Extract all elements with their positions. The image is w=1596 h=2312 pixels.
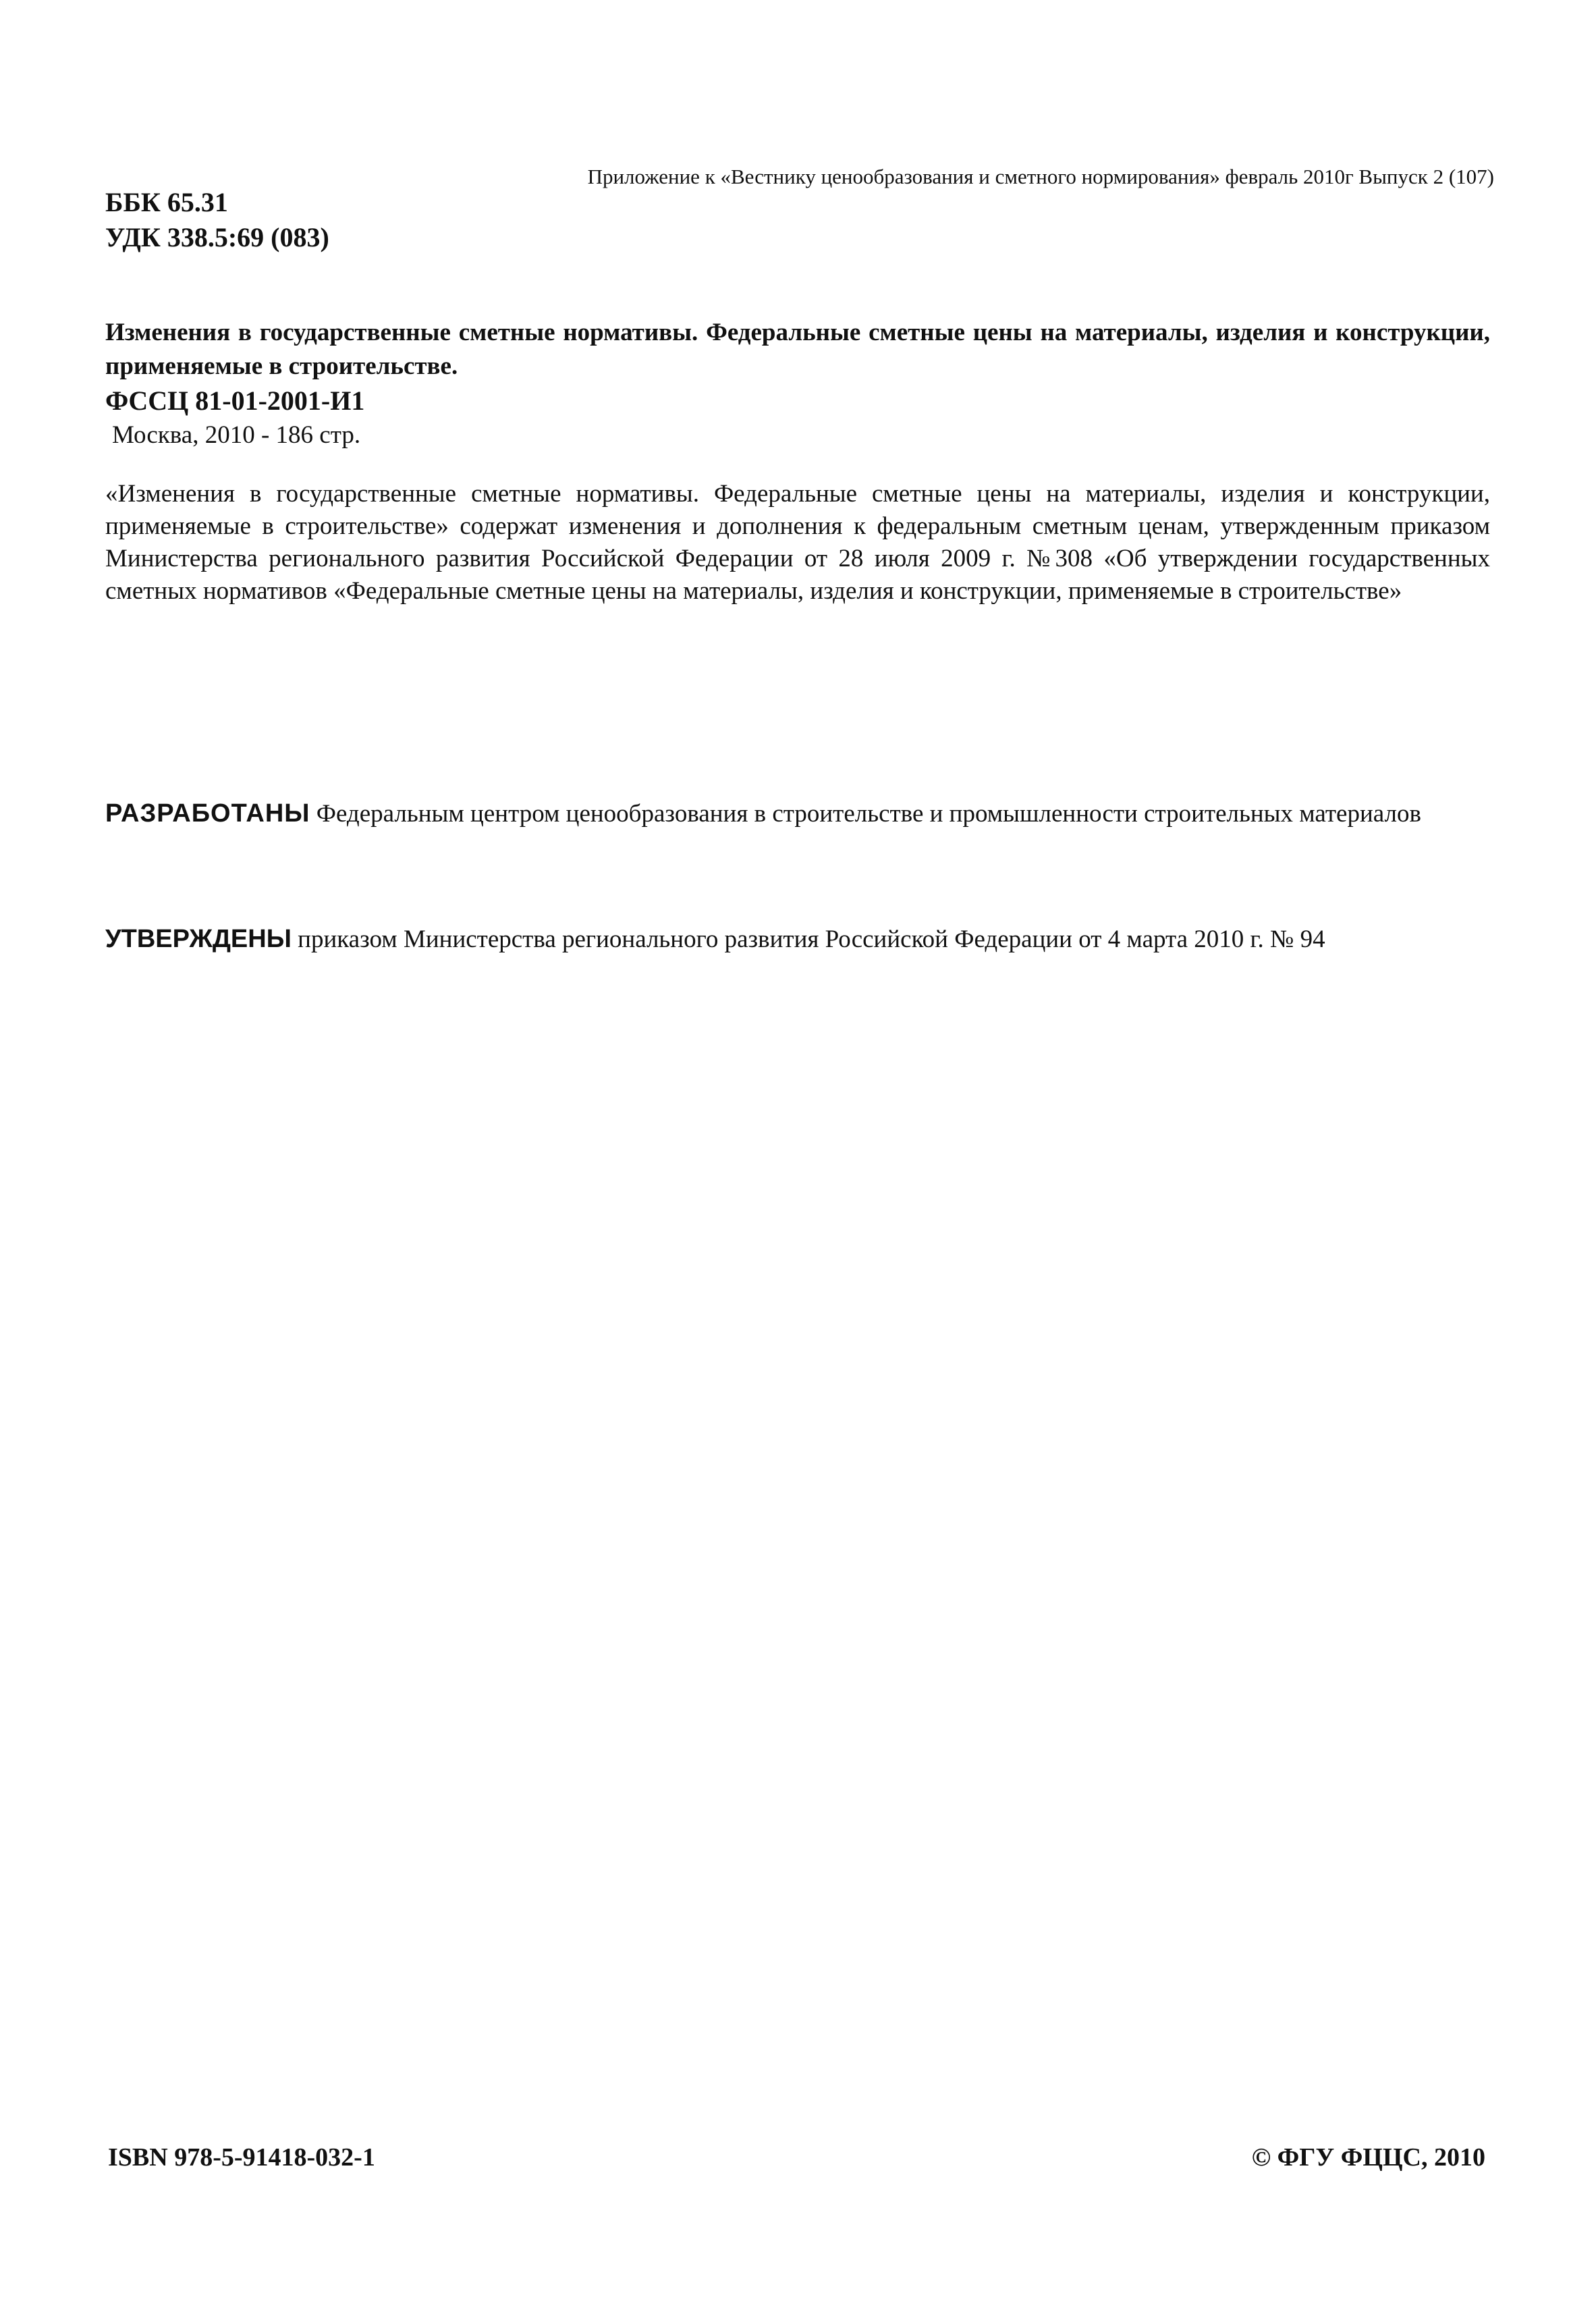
approved-text: приказом Министерства регионального развития Российской Федерации от 4 марта 2010 г. № 94 [298,925,1325,953]
document-imprint: Москва, 2010 - 186 стр. [112,421,361,449]
document-description: «Изменения в государственные сметные нормативы. Федеральные сметные цены на материалы, изделия и конструкции, применяемые в строительстве» содержат изменения и дополнения к федеральным сметным ценам, утвержденным приказом Министерства регионального развития Российской Федерации от 28 июля 2009 г. №308 «Об утверждении государственных сметных нормативов «Федеральные сметные цены на материалы, изделия и конструкции, применяемые в строительстве» [105,480,1490,605]
developed-text: Федеральным центром ценообразования в строительстве и промышленности строительных материалов [316,800,1421,828]
copyright: © ФГУ ФЦЦС, 2010 [1251,2143,1485,2172]
isbn: ISBN 978-5-91418-032-1 [108,2143,375,2172]
document-code: ФССЦ 81-01-2001-И1 [105,385,365,416]
developed-label: РАЗРАБОТАНЫ [105,799,310,828]
approved-by [105,922,1490,957]
document-title: Изменения в государственные сметные нормативы. Федеральные сметные цены на материалы, изделия и конструкции, применяемые в строительстве. [105,319,1490,380]
classification-codes [105,185,329,255]
bbk-code: ББК 65.31 [105,187,228,217]
udk-code: УДК 338.5:69 (083) [105,222,329,252]
journal-supplement-note: Приложение к «Вестнику ценообразования и сметного нормирования» февраль 2010г Выпуск 2 (107) [587,165,1494,188]
approved-label: УТВЕРЖДЕНЫ [105,925,292,953]
title-block [105,316,1490,452]
developed-by [105,797,1490,831]
